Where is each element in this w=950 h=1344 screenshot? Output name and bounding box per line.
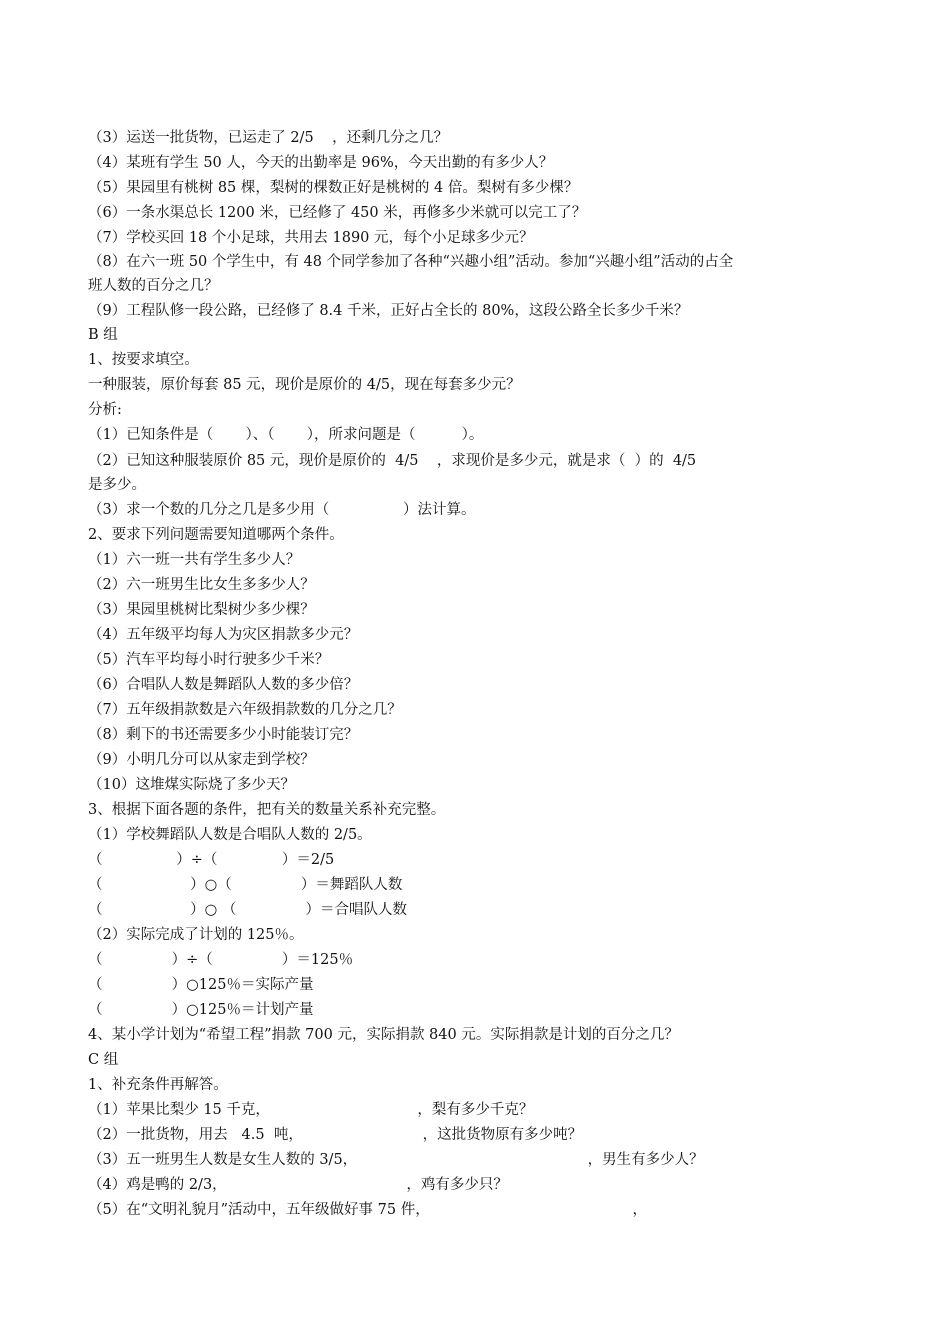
text-line: （6）一条水渠总长 1200 米，已经修了 450 米，再修多少米就可以完工了？ bbox=[88, 205, 587, 221]
text-line: 班人数的百分之几？ bbox=[88, 278, 219, 294]
section-heading: B 组 bbox=[88, 327, 118, 343]
text-line: （ ）÷（ ）＝125％ bbox=[88, 952, 354, 968]
text-line: （ ）○（ ）＝舞蹈队人数 bbox=[88, 877, 403, 893]
text-line: （8）剩下的书还需要多少小时能装订完？ bbox=[88, 727, 359, 743]
text-line: （2）已知这种服装原价 85 元，现价是原价的 4/5 ，求现价是多少元，就是求（ ）的 4/5 bbox=[88, 453, 697, 469]
text-line: （3）五一班男生人数是女生人数的 3/5， ，男生有多少人？ bbox=[88, 1152, 704, 1168]
text-line: （1）已知条件是（ ）、（ ），所求问题是（ ）。 bbox=[88, 427, 484, 443]
text-line: （9）小明几分可以从家走到学校？ bbox=[88, 752, 315, 768]
text-line: （ ）÷（ ）＝2/5 bbox=[88, 852, 335, 868]
section-heading: C 组 bbox=[88, 1052, 119, 1068]
text-line: 1、按要求填空。 bbox=[88, 352, 199, 368]
text-line: （ ）○ （ ）＝合唱队人数 bbox=[88, 902, 407, 918]
text-line: （10）这堆煤实际烧了多少天？ bbox=[88, 777, 295, 793]
text-line: （ ）○125％＝计划产量 bbox=[88, 1002, 314, 1018]
text-line: （9）工程队修一段公路，已经修了 8.4 千米，正好占全长的 80%，这段公路全长多少千米？ bbox=[88, 303, 689, 319]
text-line: （1）学校舞蹈队人数是合唱队人数的 2/5。 bbox=[88, 827, 372, 843]
text-line: （3）果园里桃树比梨树少多少棵？ bbox=[88, 602, 315, 618]
text-line: （7）学校买回 18 个小足球，共用去 1890 元，每个小足球多少元？ bbox=[88, 230, 534, 246]
text-line: （4）五年级平均每人为灾区捐款多少元？ bbox=[88, 627, 359, 643]
text-line: （4）鸡是鸭的 2/3， ，鸡有多少只？ bbox=[88, 1177, 508, 1193]
text-line: （2）实际完成了计划的 125％。 bbox=[88, 927, 304, 943]
text-line: 分析: bbox=[88, 402, 122, 418]
text-line: （8）在六一班 50 个学生中，有 48 个同学参加了各种“兴趣小组”活动。参加“兴趣小组”活动的占全 bbox=[88, 254, 734, 270]
text-line: 4、某小学计划为“希望工程”捐款 700 元，实际捐款 840 元。实际捐款是计划的百分之几？ bbox=[88, 1027, 679, 1043]
text-line: 是多少。 bbox=[88, 477, 146, 493]
text-line: 2、要求下列问题需要知道哪两个条件。 bbox=[88, 527, 344, 543]
text-line: （5）汽车平均每小时行驶多少千米？ bbox=[88, 652, 330, 668]
text-line: 3、根据下面各题的条件，把有关的数量关系补充完整。 bbox=[88, 802, 446, 818]
text-line: （2）六一班男生比女生多多少人？ bbox=[88, 577, 315, 593]
text-line: （3）求一个数的几分之几是多少用（ ）法计算。 bbox=[88, 502, 476, 518]
text-line: （1）六一班一共有学生多少人？ bbox=[88, 552, 301, 568]
text-line: （6）合唱队人数是舞蹈队人数的多少倍？ bbox=[88, 677, 359, 693]
text-line: （2）一批货物，用去 4.5 吨， ，这批货物原有多少吨？ bbox=[88, 1127, 583, 1143]
text-line: （7）五年级捐款数是六年级捐款数的几分之几？ bbox=[88, 702, 402, 718]
text-line: （5）果园里有桃树 85 棵，梨树的棵数正好是桃树的 4 倍。梨树有多少棵？ bbox=[88, 180, 579, 196]
text-line: （4）某班有学生 50 人，今天的出勤率是 96%，今天出勤的有多少人？ bbox=[88, 155, 554, 171]
text-line: （1）苹果比梨少 15 千克， ，梨有多少千克？ bbox=[88, 1102, 534, 1118]
text-line: 一种服装，原价每套 85 元，现价是原价的 4/5，现在每套多少元？ bbox=[88, 377, 521, 393]
text-line: （ ）○125％＝实际产量 bbox=[88, 977, 314, 993]
text-line: 1、补充条件再解答。 bbox=[88, 1077, 228, 1093]
text-line: （3）运送一批货物，已运走了 2/5 ，还剩几分之几？ bbox=[88, 130, 449, 146]
text-line: （5）在“文明礼貌月”活动中，五年级做好事 75 件， ， bbox=[88, 1202, 648, 1218]
